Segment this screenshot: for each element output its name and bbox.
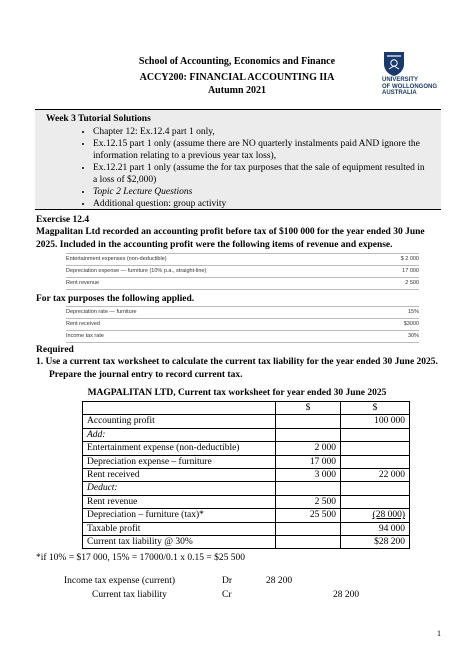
required-question-1: 1. Use a current tax worksheet to calculate the current tax liability for the year ended 30 June 2025. Prepare the journal entry to record current tax. xyxy=(36,357,438,380)
logo-line-1: UNIVERSITY xyxy=(382,77,419,83)
journal-amount-cr: 28 200 xyxy=(333,590,360,600)
table-row: Rent received $3000 xyxy=(66,319,419,331)
logo-line-3: AUSTRALIA xyxy=(382,90,417,96)
table-row: Accounting profit 100 000 xyxy=(83,415,410,428)
list-item: • Ex.12.15 part 1 only (assume there are NO quarterly instalments paid AND ignore the information relating to a previous year tax loss), xyxy=(93,138,427,162)
exercise-title: Exercise 12.4 xyxy=(36,215,90,225)
table-row: Add: xyxy=(83,428,410,441)
list-item: • Chapter 12: Ex.12.4 part 1 only, xyxy=(93,126,427,138)
school-name: School of Accounting, Economics and Finance xyxy=(138,56,336,67)
table-row: Depreciation rate — furniture 15% xyxy=(66,306,419,319)
tax-heading: For tax purposes the following applied. xyxy=(36,294,195,304)
list-item: • Additional question: group activity xyxy=(93,198,427,210)
table-row: Income tax rate 30% xyxy=(66,331,419,343)
table-row: Current tax liability @ 30% $28 200 xyxy=(83,536,410,549)
list-item: • Ex.12.21 part 1 only (assume the for tax purposes that the sale of equipment resulted in a loss of $2,000) xyxy=(93,162,427,186)
table-row: Rent revenue 2 500 xyxy=(66,278,419,290)
journal-side-cr: Cr xyxy=(222,590,232,600)
page-number: 1 xyxy=(437,629,441,638)
exercise-intro: Magpalitan Ltd recorded an accounting profit before tax of $100 000 for the year ended 30 June 2025. Included in the accounting profit were the following items of revenue and expense. xyxy=(36,227,425,250)
table-row: Rent revenue 2 500 xyxy=(83,495,410,508)
journal-amount-dr: 28 200 xyxy=(266,576,293,586)
depreciation-note: *if 10% = $17 000, 15% = 17000/0.1 x 0.15 = $25 500 xyxy=(36,553,245,563)
university-logo xyxy=(382,51,442,97)
table-row: Taxable profit 94 000 xyxy=(83,522,410,535)
table-row: Depreciation expense — furniture (10% p.a., straight-line) 17 000 xyxy=(66,266,419,278)
table-row: Depreciation expense – furniture 17 000 xyxy=(83,455,410,468)
current-tax-worksheet xyxy=(82,401,410,549)
journal-account-dr: Income tax expense (current) xyxy=(64,576,176,586)
table-row: Entertainment expenses (non-deductible) $ 2 000 xyxy=(66,253,419,266)
table-row: Deduct: xyxy=(83,482,410,495)
journal-account-cr: Current tax liability xyxy=(92,590,167,600)
revenue-expense-table xyxy=(66,253,419,290)
required-title: Required xyxy=(36,345,74,355)
tutorial-solutions-box xyxy=(35,109,441,210)
worksheet-title: MAGPALITAN LTD, Current tax worksheet for year ended 30 June 2025 xyxy=(87,388,387,398)
table-row: Depreciation – furniture (tax)* 25 500 (28 000) xyxy=(83,509,410,522)
shield-crest-icon xyxy=(383,51,405,77)
tax-items-table xyxy=(66,306,419,343)
course-title: ACCY200: FINANCIAL ACCOUNTING IIA xyxy=(139,72,335,83)
journal-side-dr: Dr xyxy=(222,576,233,586)
list-item: • Topic 2 Lecture Questions xyxy=(93,186,427,198)
table-row: Entertainment expense (non-deductible) 2 000 xyxy=(83,442,410,455)
solutions-list xyxy=(35,126,427,210)
solutions-title: Week 3 Tutorial Solutions xyxy=(46,114,151,124)
session-label: Autumn 2021 xyxy=(207,85,267,96)
table-row: Rent received 3 000 22 000 xyxy=(83,469,410,482)
logo-line-2: OF WOLLONGONG xyxy=(382,83,437,90)
table-row: $ $ xyxy=(83,402,410,415)
